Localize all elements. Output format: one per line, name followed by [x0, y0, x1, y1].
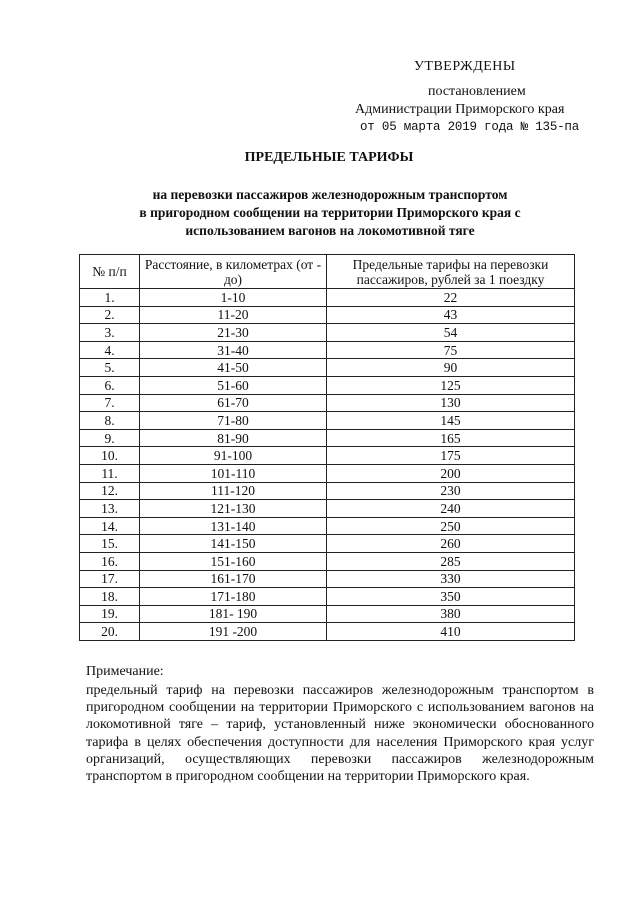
- cell-number: 17.: [80, 570, 140, 588]
- cell-distance: 41-50: [140, 359, 327, 377]
- tariff-table: [79, 254, 575, 641]
- cell-distance: 101-110: [140, 464, 327, 482]
- approval-line-2: Администрации Приморского края: [355, 102, 565, 117]
- cell-distance: 191 -200: [140, 623, 327, 641]
- cell-tariff: 54: [327, 324, 575, 342]
- cell-distance: 111-120: [140, 482, 327, 500]
- table-row: [80, 605, 575, 623]
- cell-distance: 121-130: [140, 500, 327, 518]
- cell-tariff: 380: [327, 605, 575, 623]
- cell-distance: 31-40: [140, 341, 327, 359]
- cell-tariff: 22: [327, 289, 575, 307]
- cell-tariff: 145: [327, 412, 575, 430]
- table-row: [80, 359, 575, 377]
- table-row: [80, 429, 575, 447]
- table-row: [80, 412, 575, 430]
- cell-tariff: 125: [327, 376, 575, 394]
- cell-tariff: 350: [327, 588, 575, 606]
- document-title: ПРЕДЕЛЬНЫЕ ТАРИФЫ: [244, 150, 414, 165]
- cell-tariff: 285: [327, 552, 575, 570]
- cell-distance: 131-140: [140, 517, 327, 535]
- table-body: [80, 289, 575, 641]
- cell-distance: 61-70: [140, 394, 327, 412]
- cell-tariff: 75: [327, 341, 575, 359]
- cell-tariff: 250: [327, 517, 575, 535]
- table-row: [80, 341, 575, 359]
- header-number: № п/п: [80, 255, 140, 289]
- cell-tariff: 175: [327, 447, 575, 465]
- table-row: [80, 517, 575, 535]
- cell-tariff: 130: [327, 394, 575, 412]
- table-row: [80, 324, 575, 342]
- note-text: предельный тариф на перевозки пассажиров железнодорожным транспортом в пригородном сообщении на территории Приморского с использованием вагонов на локомотивной тяге – тариф, установленный ниже экономически обоснованного тарифа в целях обеспечения доступности для населения Приморского края услуг организаций, осуществляющих перевозки пассажиров железнодорожным транспортом в пригородном сообщении на территории Приморского края.: [86, 683, 594, 785]
- cell-number: 10.: [80, 447, 140, 465]
- cell-tariff: 260: [327, 535, 575, 553]
- cell-number: 5.: [80, 359, 140, 377]
- table-row: [80, 394, 575, 412]
- cell-number: 2.: [80, 306, 140, 324]
- approved-heading: УТВЕРЖДЕНЫ: [414, 59, 516, 74]
- cell-distance: 1-10: [140, 289, 327, 307]
- table-row: [80, 623, 575, 641]
- cell-number: 9.: [80, 429, 140, 447]
- table-row: [80, 482, 575, 500]
- cell-distance: 161-170: [140, 570, 327, 588]
- table-row: [80, 306, 575, 324]
- cell-number: 3.: [80, 324, 140, 342]
- approval-line-1: постановлением: [428, 84, 526, 99]
- subtitle-line-2: в пригородном сообщении на территории Приморского края с: [139, 205, 521, 220]
- cell-number: 18.: [80, 588, 140, 606]
- cell-number: 1.: [80, 289, 140, 307]
- cell-tariff: 90: [327, 359, 575, 377]
- header-distance: Расстояние, в километрах (от - до): [140, 255, 327, 289]
- cell-tariff: 200: [327, 464, 575, 482]
- table-row: [80, 552, 575, 570]
- table-row: [80, 289, 575, 307]
- table-row: [80, 500, 575, 518]
- cell-distance: 151-160: [140, 552, 327, 570]
- cell-number: 6.: [80, 376, 140, 394]
- cell-distance: 181- 190: [140, 605, 327, 623]
- cell-distance: 141-150: [140, 535, 327, 553]
- cell-number: 4.: [80, 341, 140, 359]
- cell-distance: 91-100: [140, 447, 327, 465]
- cell-number: 11.: [80, 464, 140, 482]
- cell-number: 15.: [80, 535, 140, 553]
- cell-distance: 71-80: [140, 412, 327, 430]
- header-tariff: Предельные тарифы на перевозки пассажиров, рублей за 1 поездку: [327, 255, 575, 289]
- table-row: [80, 535, 575, 553]
- cell-distance: 21-30: [140, 324, 327, 342]
- cell-number: 16.: [80, 552, 140, 570]
- approval-date-number: от 05 марта 2019 года № 135-па: [360, 120, 580, 134]
- table-row: [80, 570, 575, 588]
- table-row: [80, 447, 575, 465]
- cell-tariff: 240: [327, 500, 575, 518]
- subtitle-line-1: на перевозки пассажиров железнодорожным транспортом: [152, 187, 508, 202]
- table-row: [80, 464, 575, 482]
- cell-number: 14.: [80, 517, 140, 535]
- cell-distance: 51-60: [140, 376, 327, 394]
- cell-tariff: 330: [327, 570, 575, 588]
- cell-number: 13.: [80, 500, 140, 518]
- cell-distance: 171-180: [140, 588, 327, 606]
- cell-tariff: 165: [327, 429, 575, 447]
- cell-distance: 81-90: [140, 429, 327, 447]
- note-label: Примечание:: [86, 664, 164, 679]
- cell-tariff: 230: [327, 482, 575, 500]
- document-subtitle: [100, 186, 560, 240]
- table-header-row: [80, 255, 575, 289]
- table-row: [80, 588, 575, 606]
- subtitle-line-3: использованием вагонов на локомотивной тяге: [185, 223, 475, 238]
- cell-distance: 11-20: [140, 306, 327, 324]
- cell-number: 20.: [80, 623, 140, 641]
- cell-number: 12.: [80, 482, 140, 500]
- cell-number: 8.: [80, 412, 140, 430]
- table-row: [80, 376, 575, 394]
- cell-number: 7.: [80, 394, 140, 412]
- cell-number: 19.: [80, 605, 140, 623]
- cell-tariff: 410: [327, 623, 575, 641]
- cell-tariff: 43: [327, 306, 575, 324]
